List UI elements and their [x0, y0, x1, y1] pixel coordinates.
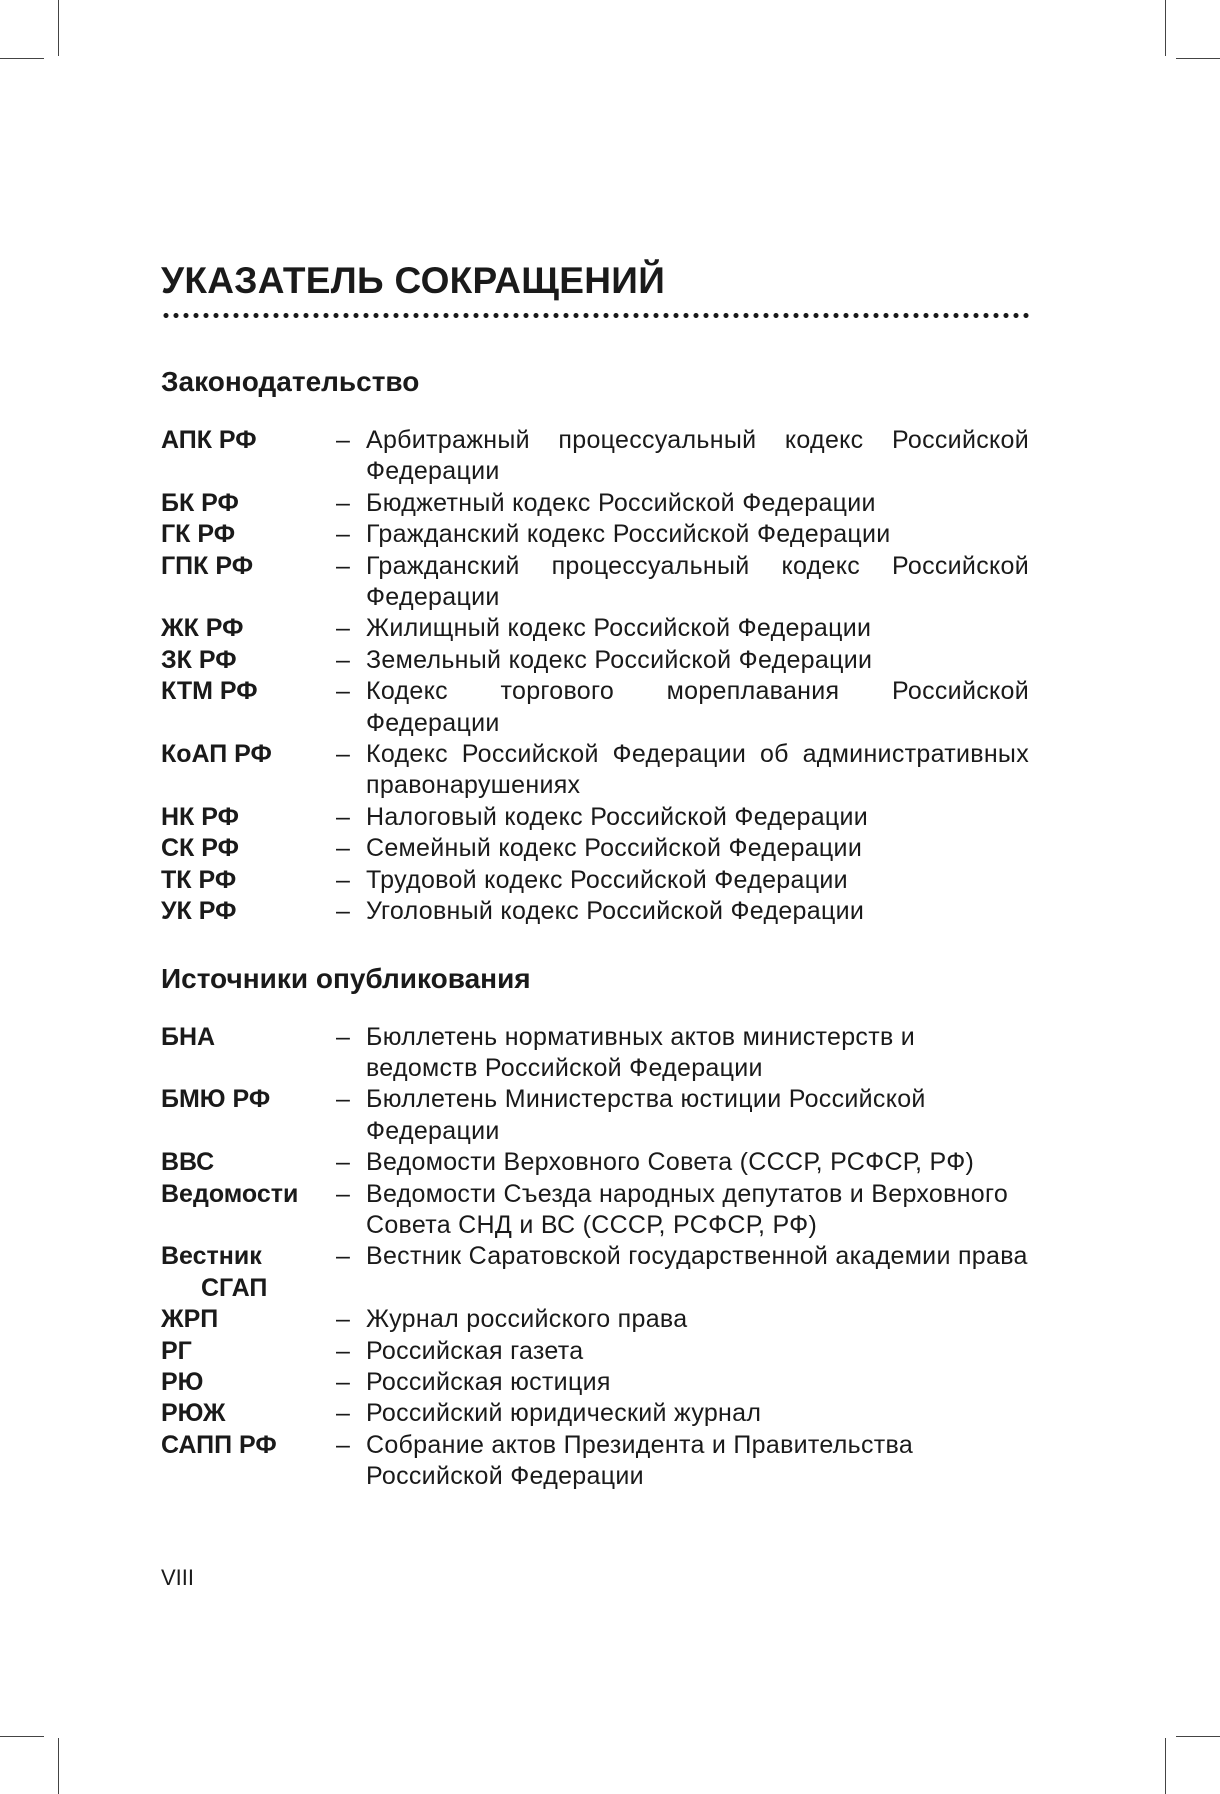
list-item [161, 865, 1029, 896]
abbreviation: АПК РФ [161, 426, 257, 454]
abbreviation: РЮЖ [161, 1399, 226, 1428]
abbreviation [161, 1241, 336, 1304]
dash: – [336, 645, 350, 674]
list-item [161, 613, 1029, 644]
list-item [161, 802, 1029, 833]
abbreviation: БК РФ [161, 488, 239, 517]
definition: Семейный кодекс Российской Федерации [366, 834, 863, 863]
dash: – [336, 1367, 350, 1396]
list-item [161, 519, 1029, 550]
abbreviation: КоАП РФ [161, 740, 272, 769]
dash: – [336, 1336, 350, 1365]
abbreviation: РЮ [161, 1367, 204, 1396]
list-item [161, 896, 1029, 927]
definition: Российский юридический журнал [366, 1399, 762, 1428]
crop-mark-top-right-v [1165, 0, 1166, 56]
dash: – [336, 802, 350, 831]
dash: – [336, 677, 350, 706]
abbreviation: РГ [161, 1336, 192, 1365]
definition: Уголовный кодекс Российской Федерации [366, 897, 865, 926]
dash: – [336, 426, 350, 454]
crop-mark-bottom-right-h [1176, 1736, 1220, 1737]
definition: Кодекс торгового мореплавания Российской Федерации [366, 677, 1029, 737]
abbreviation: ГК РФ [161, 520, 236, 549]
list-item [161, 1022, 1029, 1085]
definition: Гражданский кодекс Российской Федерации [366, 520, 891, 549]
crop-mark-bottom-left-h [0, 1736, 44, 1737]
dash: – [336, 1242, 350, 1271]
dash: – [336, 520, 350, 549]
dash: – [336, 1399, 350, 1428]
list-item [161, 645, 1029, 676]
definition: Арбитражный процессуальный кодекс Российской Федерации [366, 426, 1029, 486]
abbreviation: ЖК РФ [161, 614, 244, 643]
definition: Бюджетный кодекс Российской Федерации [366, 488, 876, 517]
dash: – [336, 834, 350, 863]
abbreviation: ЖРП [161, 1305, 219, 1334]
list-item [161, 1430, 1029, 1493]
crop-mark-top-right-h [1176, 58, 1220, 59]
definition: Бюллетень нормативных актов министерств и ведомств Российской Федерации [366, 1022, 916, 1082]
crop-mark-top-left-v [58, 0, 59, 56]
crop-mark-top-left-h [0, 58, 44, 59]
page-content [161, 258, 1029, 1493]
list-item [161, 425, 1029, 488]
dash: – [336, 1148, 350, 1177]
definition: Российская юстиция [366, 1367, 611, 1396]
page-title: УКАЗАТЕЛЬ СОКРАЩЕНИЙ [161, 260, 666, 301]
definition: Налоговый кодекс Российской Федерации [366, 802, 869, 831]
definition: Трудовой кодекс Российской Федерации [366, 865, 848, 894]
abbreviation: ЗК РФ [161, 645, 237, 674]
list-item [161, 739, 1029, 802]
dash: – [336, 614, 350, 643]
abbreviation: КТМ РФ [161, 677, 258, 706]
definition: Вестник Саратовской государственной академии права [366, 1242, 1028, 1271]
dash: – [336, 897, 350, 926]
abbreviation: ТК РФ [161, 865, 237, 894]
dash: – [336, 1179, 350, 1208]
definition: Земельный кодекс Российской Федерации [366, 645, 873, 674]
list-item [161, 488, 1029, 519]
abbreviation-line-1: Вестник [161, 1242, 262, 1271]
list-item [161, 676, 1029, 739]
abbreviation-list-sources [161, 1022, 1029, 1493]
section-title-legislation: Законодательство [161, 366, 420, 397]
abbreviation: БНА [161, 1022, 216, 1051]
list-item [161, 833, 1029, 864]
list-item [161, 1336, 1029, 1367]
page-number: VIII [161, 1565, 195, 1590]
list-item [161, 1179, 1029, 1242]
list-item [161, 1367, 1029, 1398]
abbreviation-line-2: СГАП [201, 1273, 268, 1302]
definition: Журнал российского права [366, 1305, 688, 1334]
abbreviation: НК РФ [161, 802, 239, 831]
dotted-rule [161, 312, 1029, 319]
list-item [161, 1241, 1029, 1304]
crop-mark-bottom-right-v [1165, 1738, 1166, 1794]
abbreviation: БМЮ РФ [161, 1085, 271, 1114]
definition: Ведомости Съезда народных депутатов и Верховного Совета СНД и ВС (СССР, РСФСР, РФ) [366, 1179, 1009, 1239]
definition: Российская газета [366, 1336, 584, 1365]
definition: Кодекс Российской Федерации об административных правонарушениях [366, 740, 1029, 800]
dash: – [336, 1305, 350, 1334]
dash: – [336, 488, 350, 517]
list-item [161, 551, 1029, 614]
definition: Жилищный кодекс Российской Федерации [366, 614, 872, 643]
list-item [161, 1084, 1029, 1147]
dash: – [336, 551, 350, 580]
definition: Собрание актов Президента и Правительства Российской Федерации [366, 1430, 914, 1491]
dash: – [336, 1430, 350, 1459]
dash: – [336, 1085, 350, 1114]
list-item [161, 1304, 1029, 1335]
definition: Бюллетень Министерства юстиции Российской Федерации [366, 1085, 926, 1145]
dash: – [336, 1022, 350, 1051]
abbreviation: Ведомости [161, 1179, 299, 1208]
crop-mark-bottom-left-v [58, 1738, 59, 1794]
abbreviation: УК РФ [161, 897, 237, 926]
abbreviation: САПП РФ [161, 1430, 277, 1459]
abbreviation: ВВС [161, 1148, 215, 1177]
definition: Гражданский процессуальный кодекс Российской Федерации [366, 551, 1029, 612]
list-item [161, 1398, 1029, 1429]
dash: – [336, 740, 350, 769]
abbreviation-list-legislation [161, 425, 1029, 928]
abbreviation: ГПК РФ [161, 551, 254, 580]
dash: – [336, 865, 350, 894]
definition: Ведомости Верховного Совета (СССР, РСФСР, РФ) [366, 1148, 975, 1177]
list-item [161, 1147, 1029, 1178]
section-title-sources: Источники опубликования [161, 962, 531, 994]
abbreviation: СК РФ [161, 834, 239, 863]
